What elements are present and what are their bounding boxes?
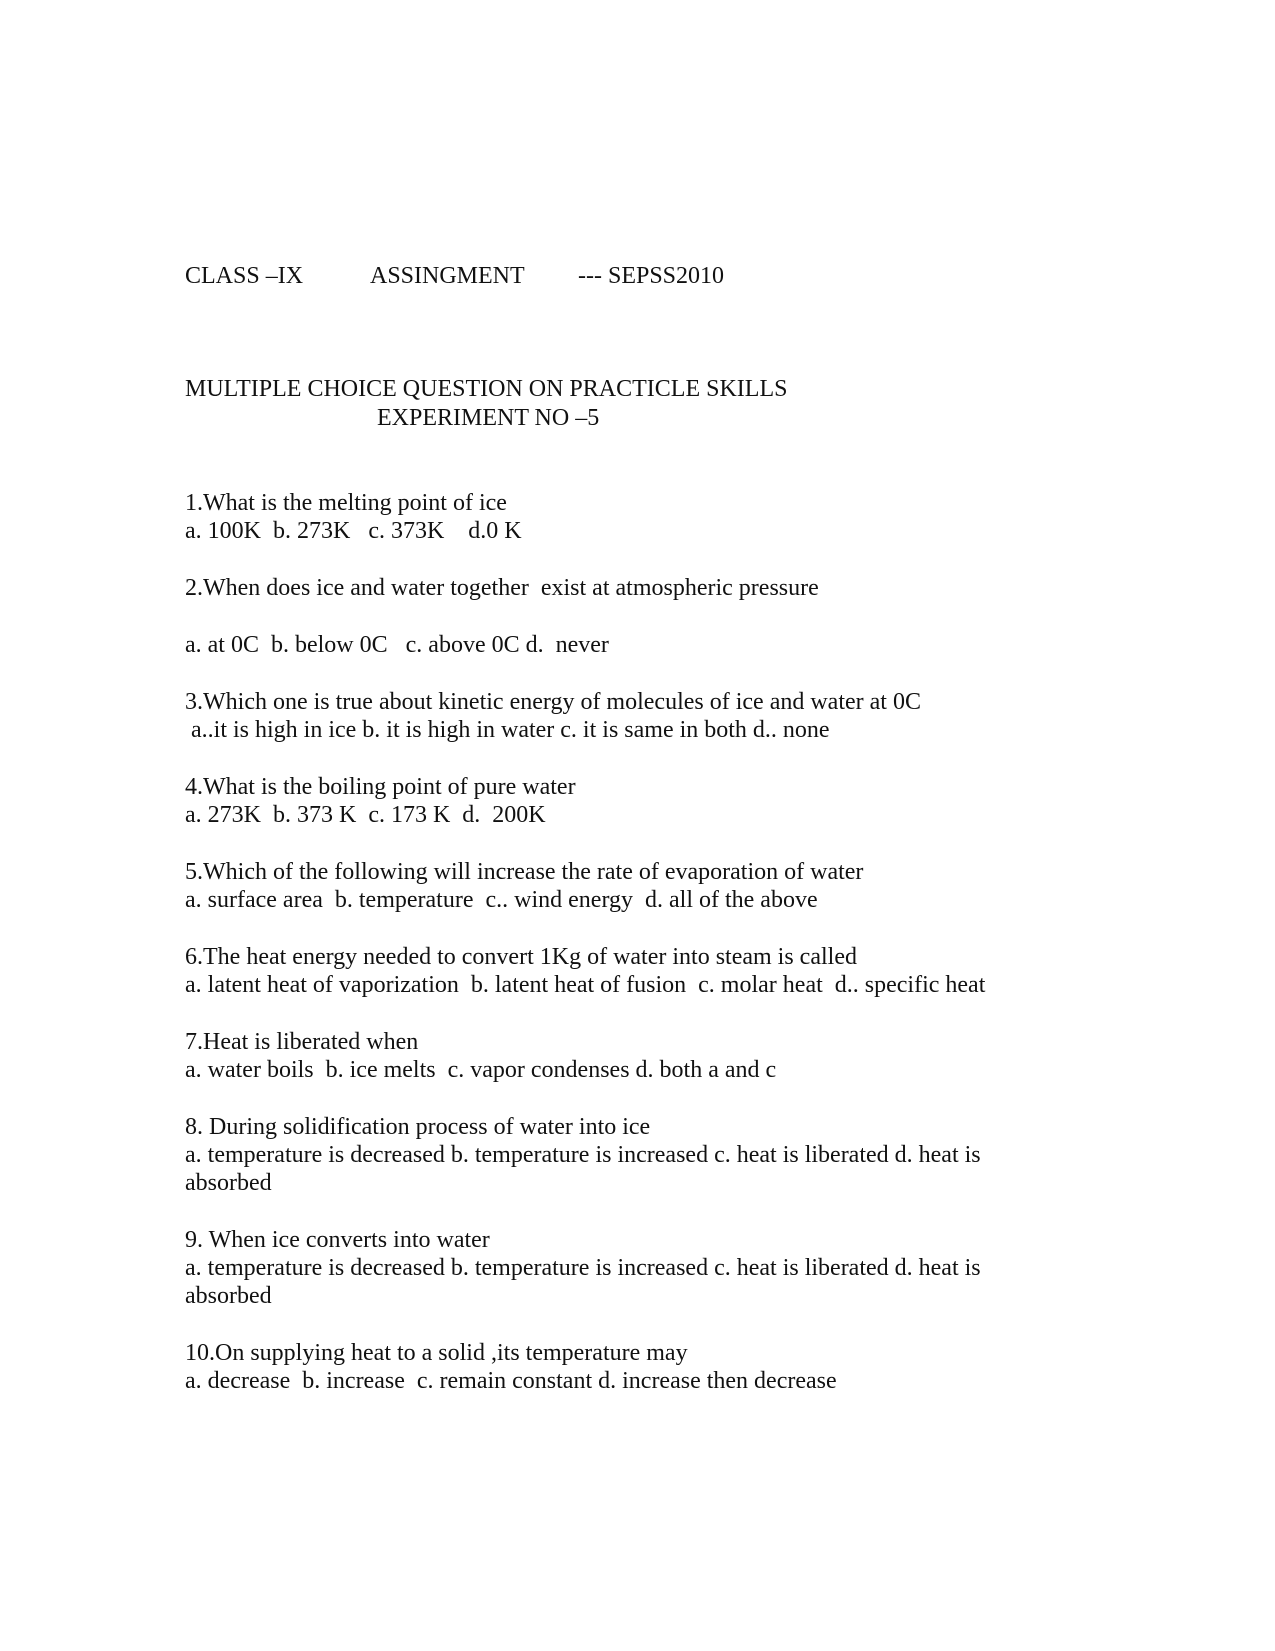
- options-9: a. temperature is decreased b. temperature is increased c. heat is liberated d. heat is: [185, 1255, 981, 1281]
- options-8: a. temperature is decreased b. temperature is increased c. heat is liberated d. heat is: [185, 1142, 981, 1168]
- options-9-continued: absorbed: [185, 1283, 272, 1309]
- options-4: a. 273K b. 373 K c. 173 K d. 200K: [185, 802, 546, 828]
- question-9: 9. When ice converts into water: [185, 1227, 490, 1253]
- page-title: MULTIPLE CHOICE QUESTION ON PRACTICLE SKILLS: [185, 376, 788, 402]
- options-3: a..it is high in ice b. it is high in water c. it is same in both d.. none: [185, 717, 830, 743]
- question-3: 3.Which one is true about kinetic energy of molecules of ice and water at 0C: [185, 689, 921, 715]
- code-label: --- SEPSS2010: [578, 263, 725, 289]
- assignment-label: ASSINGMENT: [370, 263, 525, 289]
- question-6: 6.The heat energy needed to convert 1Kg of water into steam is called: [185, 944, 857, 970]
- question-4: 4.What is the boiling point of pure water: [185, 774, 576, 800]
- options-1: a. 100K b. 273K c. 373K d.0 K: [185, 518, 522, 544]
- options-7: a. water boils b. ice melts c. vapor condenses d. both a and c: [185, 1057, 777, 1083]
- question-7: 7.Heat is liberated when: [185, 1029, 419, 1055]
- options-5: a. surface area b. temperature c.. wind energy d. all of the above: [185, 887, 818, 913]
- options-2: a. at 0C b. below 0C c. above 0C d. never: [185, 632, 609, 658]
- question-1: 1.What is the melting point of ice: [185, 490, 507, 516]
- options-10: a. decrease b. increase c. remain constant d. increase then decrease: [185, 1368, 837, 1394]
- question-10: 10.On supplying heat to a solid ,its temperature may: [185, 1340, 688, 1366]
- question-5: 5.Which of the following will increase the rate of evaporation of water: [185, 859, 864, 885]
- question-8: 8. During solidification process of water into ice: [185, 1114, 651, 1140]
- options-6: a. latent heat of vaporization b. latent heat of fusion c. molar heat d.. specific heat: [185, 972, 986, 998]
- class-label: CLASS –IX: [185, 263, 304, 289]
- page-subtitle: EXPERIMENT NO –5: [377, 405, 600, 431]
- question-2: 2.When does ice and water together exist at atmospheric pressure: [185, 575, 819, 601]
- options-8-continued: absorbed: [185, 1170, 272, 1196]
